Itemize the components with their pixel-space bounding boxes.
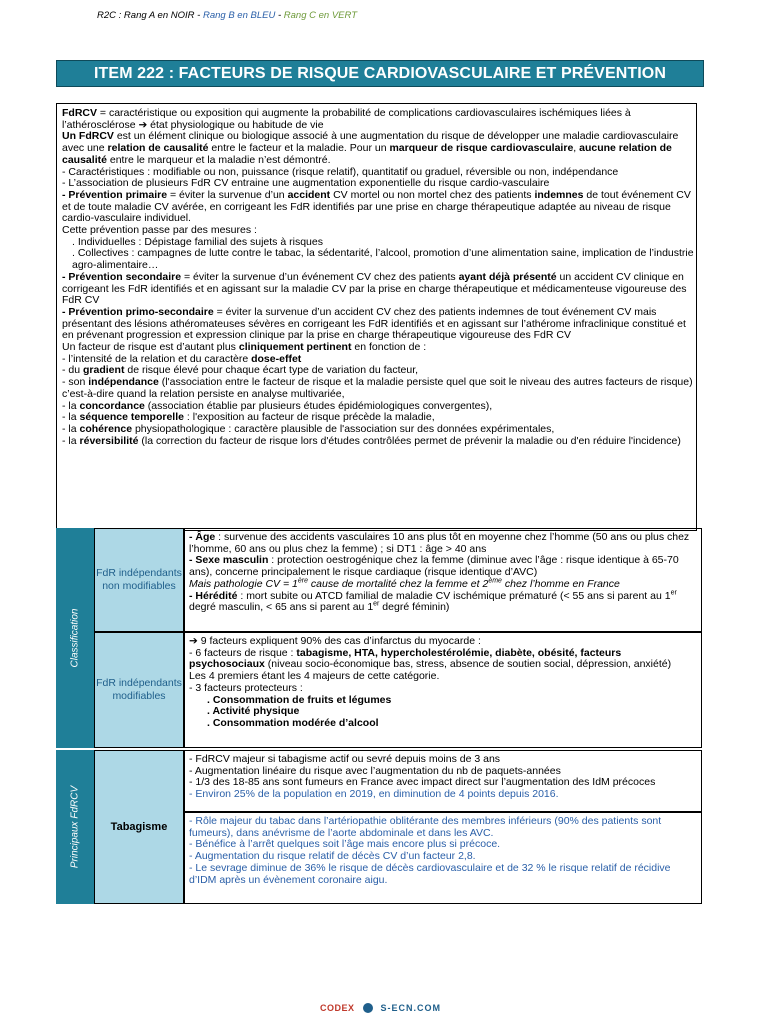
criterion-dose-effect: - l’intensité de la relation et du caractère dose-effet [62, 352, 302, 365]
section-principaux: Principaux FdRCV [56, 750, 94, 904]
legend-noir: R2C : Rang A en NOIR [97, 10, 195, 21]
criterion-temporal: - la séquence temporelle : l'exposition au facteur de risque précède la maladie, [62, 411, 435, 424]
legend-bleu: Rang B en BLEU [202, 10, 276, 21]
label-modifiables: FdR indépendants modifiables [94, 632, 184, 748]
measures-individual: . Individuelles : Dépistage familial des sujets à risques [72, 235, 323, 248]
footer-logo [320, 1003, 441, 1013]
age-item: - Âge : survenue des accidents vasculaires 10 ans plus tôt en moyenne chez l’homme (50 ans ou plus chez l’homme, 60 ans ou plus chez la femme) ; si DT1 : âge > 40 ans [189, 531, 690, 555]
content-modifiables: ➔ 9 facteurs expliquent 90% des cas d’infarctus du myocarde : - 6 facteurs de risque : tabagisme, HTA, hypercholestérolémie, diabète, obésité, facteurs psychosociaux (niveau socio-économique bas, stress, absence de soutien social, dépression, anxiété) Les 4 premiers étant les 4 majeurs de cette catégorie. - 3 facteurs protecteurs : . Consommation de fruits et légumes . Activité physique . Consommation modérée d’alcool [184, 632, 702, 748]
legend-vert: Rang C en VERT [283, 10, 358, 21]
measures-collective: . Collectives : campagnes de lutte contre le tabac, la sédentarité, l’alcool, promotion d’une alimentation saine, implication de l’industrie agro-alimentaire… [72, 247, 694, 272]
pathology-note: Mais pathologie CV = 1ère cause de mortalité chez la femme et 2ème chez l’homme en France [189, 577, 620, 590]
rank-legend: R2C : Rang A en NOIR - Rang B en BLEU - Rang C en VERT [97, 10, 358, 21]
causality-paragraph: Un FdRCV est un élément clinique ou biologique associé à une augmentation du risque de développer une maladie cardiovasculaire avec une relation de causalité entre le facteur et la maladie. Pour un marqueur de risque cardiovasculaire, aucune relation de causalité entre le marqueur et la maladie n’est démontré. [62, 130, 679, 166]
sexe-item: - Sexe masculin : protection oestrogénique chez la femme (diminue avec l’âge : risque identique à 65-70 ans), concerne principalement le risque cardiaque (risque identique d’AVC) [189, 554, 679, 579]
protective-fruits: . Consommation de fruits et légumes [207, 693, 392, 706]
secn-logo: S-ECN.COM [380, 1003, 442, 1013]
pertinence-line: Un facteur de risque est d’autant plus cliniquement pertinent en fonction de : [62, 341, 427, 354]
criterion-gradient: - du gradient de risque élevé pour chaque écart type de variation du facteur, [62, 364, 419, 377]
label-non-modifiables: FdR indépendants non modifiables [94, 528, 184, 632]
association-line: - L’association de plusieurs FdR CV entraine une augmentation exponentielle du risque cardio-vasculaire [62, 177, 550, 190]
protective-activity: . Activité physique [207, 705, 300, 718]
section-classification: Classification [56, 528, 94, 748]
criterion-coherence: - la cohérence physiopathologique : caractère plausible de l'association sur des données expérimentales, [62, 422, 555, 435]
criterion-independence: - son indépendance (l'association entre le facteur de risque et la maladie persiste quel que soit le niveau des autres facteurs de risque) c’est-à-dire quand la relation persiste en analyse multivariée, [62, 376, 693, 400]
measures-line: Cette prévention passe par des mesures : [62, 224, 257, 237]
secn-logo-icon [363, 1003, 373, 1013]
secondary-prevention: - Prévention secondaire = éviter la survenue d’un événement CV chez des patients ayant déjà présenté un accident CV clinique en corrigeant les FdR identifiés et en agissant sur la maladie CV par la prise en charge thérapeutique et médicamenteuse vigoureuse des FdR CV [62, 270, 687, 307]
page-title: ITEM 222 : FACTEURS DE RISQUE CARDIOVASCULAIRE ET PRÉVENTION [56, 60, 704, 87]
primary-prevention: - Prévention primaire = éviter la survenue d’un accident CV mortel ou non mortel chez des patients indemnes de tout événement CV et de toute maladie CV avérée, en corrigeant les FdR identifiés par une prise en charge thérapeutique adaptée au niveau de risque cardio-vasculaire individuel. [62, 188, 691, 225]
heredite-item: - Hérédité : mort subite ou ATCD familial de maladie CV ischémique prématuré (< 55 ans si parent au 1er degré masculin, < 65 ans si parent au 1er degré féminin) [189, 589, 677, 614]
primo-secondary-prevention: - Prévention primo-secondaire = éviter la survenue d’un accident CV chez des patients indemnes de tout événement CV mais présentant des lésions athéromateuses sévères en corrigeant les FdR identifiés et en agissant sur l’athérome infraclinique constitué et en prévenant progression et expression clinique par la prise en charge thérapeutique vigoureuse des FdR CV [62, 305, 686, 342]
definition: FdRCV = caractéristique ou exposition qui augmente la probabilité de complications cardiovasculaires ischémiques liées à l’athérosclérose ➔ état physiologique ou habitude de vie [62, 107, 631, 131]
risk-factor-table [56, 528, 702, 904]
criterion-concordance: - la concordance (association établie par plusieurs études épidémiologiques convergentes), [62, 399, 493, 412]
protective-alcohol: . Consommation modérée d’alcool [207, 716, 379, 729]
codex-logo: CODEX [320, 1003, 355, 1013]
criterion-reversibility: - la réversibilité (la correction du facteur de risque lors d'études contrôlées permet de prévenir la maladie ou d'en réduire l'incidence) [62, 434, 681, 447]
intro-box [56, 103, 697, 531]
content-non-modifiables [184, 528, 702, 632]
six-risk-factors: - 6 facteurs de risque : tabagisme, HTA, hypercholestérolémie, diabète, obésité, facteurs psychosociaux (niveau socio-économique bas, stress, absence de soutien social, dépression, anxiété) [189, 646, 672, 671]
content-tabagisme-a: - FdRCV majeur si tabagisme actif ou sevré depuis moins de 3 ans - Augmentation linéaire du risque avec l’augmentation du nb de paquets-années - 1/3 des 18-85 ans sont fumeurs en France avec impact direct sur l’augmentation des IdM précoces - Environ 25% de la population en 2019, en diminution de 4 points depuis 2016. [184, 750, 702, 812]
content-tabagisme-b: - Rôle majeur du tabac dans l’artériopathie oblitérante des membres inférieurs (90% des patients sont fumeurs), dans anévrisme de l’aorte abdominale et dans les AVC. - Bénéfice à l’arrêt quelques soit l’âge mais encore plus si précoce. - Augmentation du risque relatif de décès CV d’un facteur 2,8. - Le sevrage diminue de 36% le risque de décès cardiovasculaire et de 32 % le risque relatif de récidive d’IDM après un évènement coronaire aigu. [184, 812, 702, 904]
label-tabagisme: Tabagisme [94, 750, 184, 904]
characteristics-line: - Caractéristiques : modifiable ou non, puissance (risque relatif), quantitatif ou graduel, réversible ou non, indépendance [62, 165, 619, 178]
